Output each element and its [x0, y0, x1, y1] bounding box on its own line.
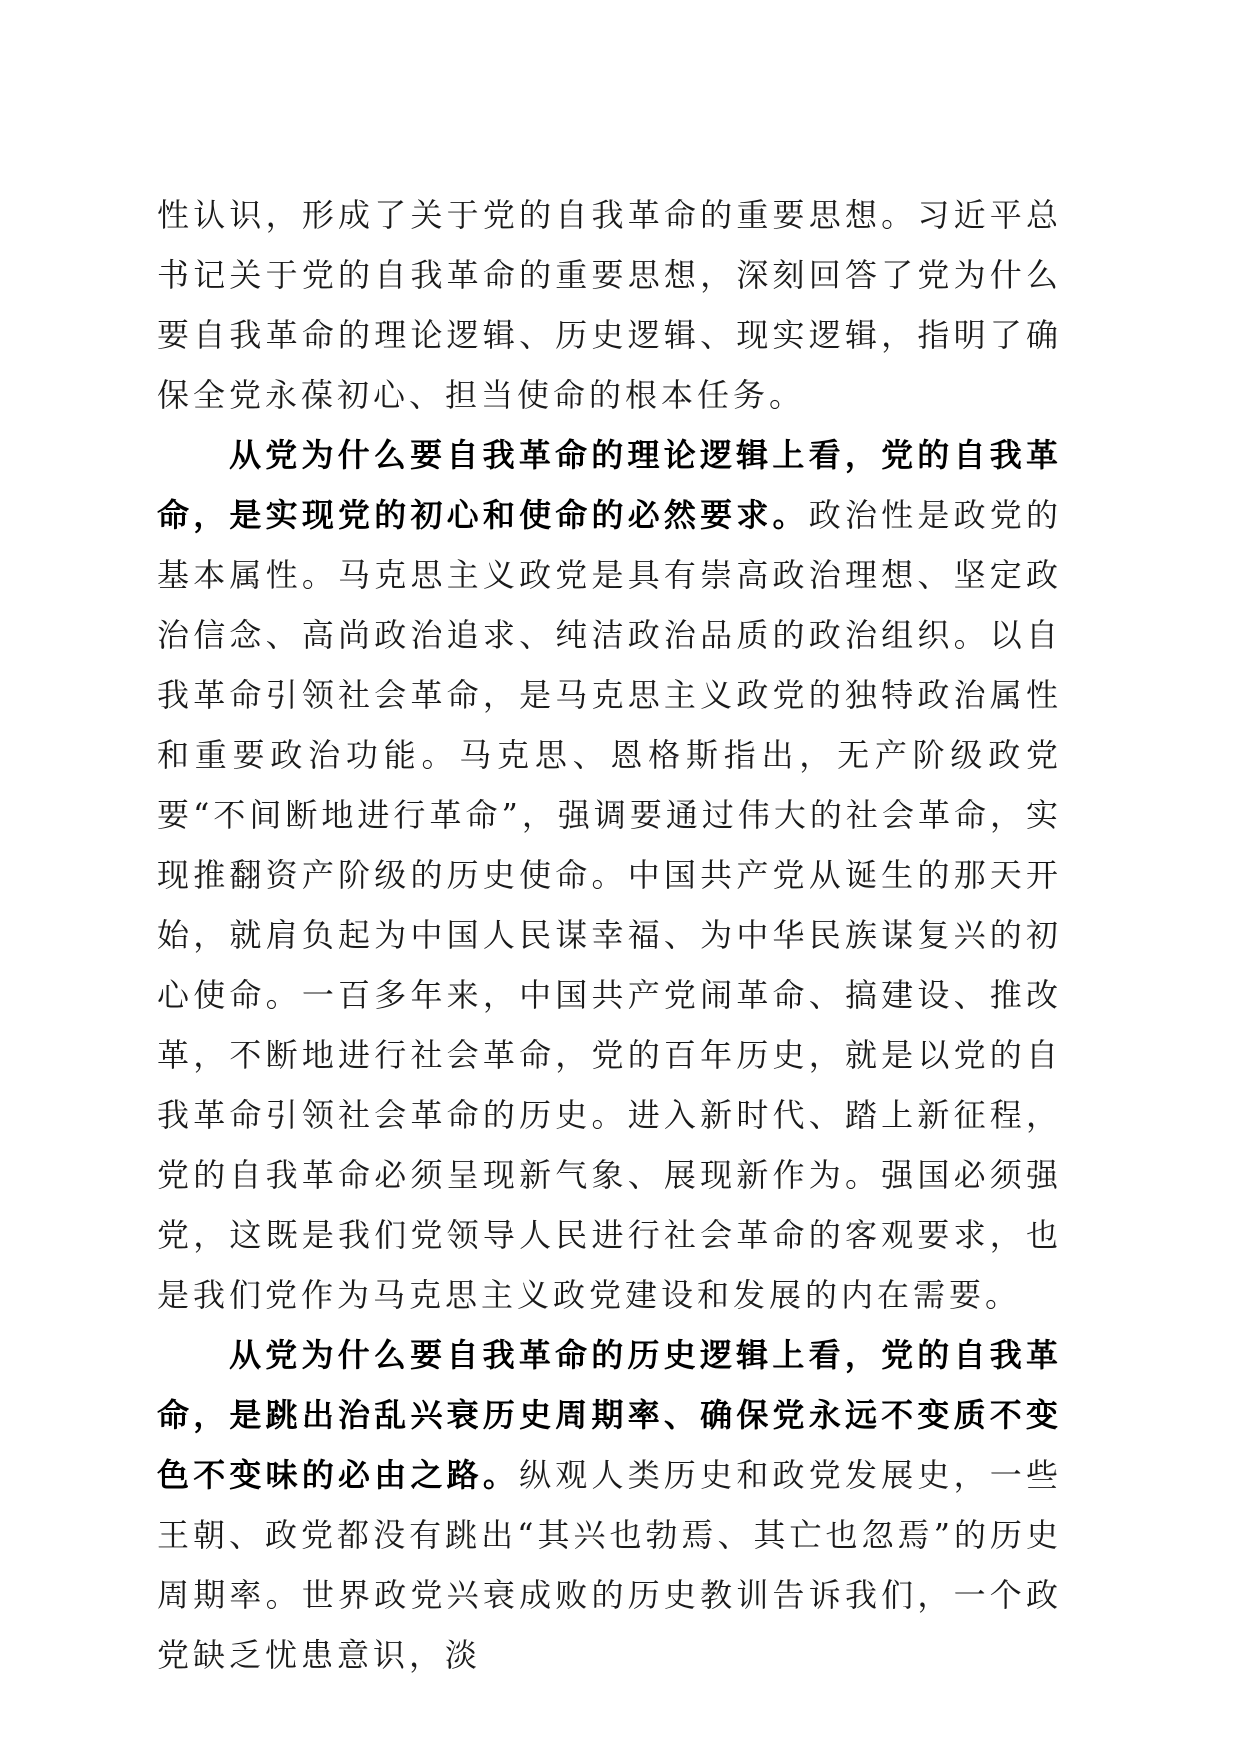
paragraph-text: 纵观人类历史和政党发展史，一些王朝、政党都没有跳出“其兴也勃焉、其亡也忽焉”的历史周期率。世界政党兴衰成败的历史教训告诉我们，一个政党缺乏忧患意识，淡 [157, 1456, 1062, 1674]
paragraph-lead-sentence: 从党为什么要自我革命的历史逻辑上看，党的自我革命，是跳出治乱兴衰历史周期率、确保党永远不变质不变色不变味的必由之路。 [157, 1336, 1062, 1494]
paragraph-text: 政治性是政党的基本属性。马克思主义政党是具有崇高政治理想、坚定政治信念、高尚政治追求、纯洁政治品质的政治组织。以自我革命引领社会革命，是马克思主义政党的独特政治属性和重要政治功能。马克思、恩格斯指出，无产阶级政党要“不间断地进行革命”，强调要通过伟大的社会革命，实现推翻资产阶级的历史使命。中国共产党从诞生的那天开始，就肩负起为中国人民谋幸福、为中华民族谋复兴的初心使命。一百多年来，中国共产党闹革命、搞建设、推改革，不断地进行社会革命，党的百年历史，就是以党的自我革命引领社会革命的历史。进入新时代、踏上新征程，党的自我革命必须呈现新气象、展现新作为。强国必须强党，这既是我们党领导人民进行社会革命的客观要求，也是我们党作为马克思主义政党建设和发展的内在需要。 [157, 496, 1062, 1314]
paragraph-continuation [157, 185, 1062, 425]
paragraph-historical-logic [157, 1325, 1062, 1685]
paragraph-lead-sentence: 从党为什么要自我革命的理论逻辑上看，党的自我革命，是实现党的初心和使命的必然要求。 [157, 436, 1062, 534]
paragraph-text: 性认识，形成了关于党的自我革命的重要思想。习近平总书记关于党的自我革命的重要思想，深刻回答了党为什么要自我革命的理论逻辑、历史逻辑、现实逻辑，指明了确保全党永葆初心、担当使命的根本任务。 [157, 196, 1062, 414]
paragraph-theoretical-logic [157, 425, 1062, 1325]
document-body [157, 185, 1062, 1685]
